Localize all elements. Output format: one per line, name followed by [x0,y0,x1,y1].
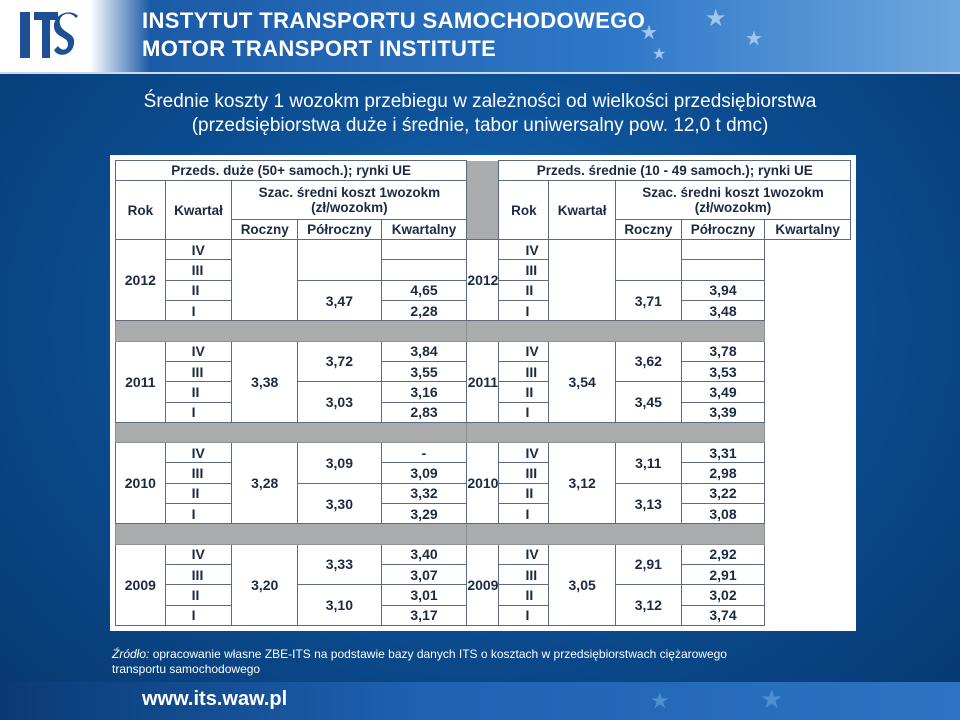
header-rok: Rok [499,181,549,240]
quarter-cell: II [499,585,549,605]
quarterly-cost-cell: - [381,443,467,463]
year-separator [467,321,765,341]
year-cell: 2009 [467,544,499,625]
header-kwartal: Kwartał [165,181,232,240]
quarterly-cost-cell: 3,29 [381,504,467,524]
quarterly-cost-cell: 3,08 [681,504,765,524]
quarterly-cost-cell [681,240,765,260]
header-kwartal: Kwartał [549,181,616,240]
header-cost: Szac. średni koszt 1wozokm (zł/wozokm) [615,181,850,220]
source-label: Źródło: [112,647,150,661]
source-text: opracowanie własne ZBE-ITS na podstawie bazy danych ITS o kosztach w przedsiębiorstwach ciężarowego [149,647,727,661]
quarter-cell: IV [165,544,232,564]
quarter-cell: I [499,402,549,422]
website-link[interactable]: www.its.waw.pl [142,688,288,710]
quarterly-cost-cell: 3,01 [381,585,467,605]
quarter-cell: II [499,382,549,402]
quarter-cell: IV [165,443,232,463]
year-separator [116,422,467,442]
quarterly-cost-cell: 3,31 [681,443,765,463]
year-separator [116,524,467,544]
quarterly-cost-cell: 3,74 [681,605,765,625]
year-cell: 2010 [116,443,166,524]
annual-cost-cell: 3,38 [232,341,298,422]
year-separator [467,524,765,544]
quarter-cell: IV [499,240,549,260]
quarter-cell: II [165,483,232,503]
quarter-cell: II [165,382,232,402]
quarterly-cost-cell: 2,91 [681,564,765,584]
quarterly-cost-cell: 3,09 [381,463,467,483]
star-icon: ★ [760,684,784,714]
cost-table [115,160,851,626]
quarterly-cost-cell: 3,16 [381,382,467,402]
half-year-cost-cell: 2,91 [615,544,681,585]
center-divider [467,161,499,240]
header-polroczny: Półroczny [681,219,765,239]
annual-cost-cell: 3,28 [232,443,298,524]
quarter-cell: II [165,585,232,605]
quarterly-cost-cell: 2,28 [381,301,467,321]
quarter-cell: I [499,504,549,524]
header-cost: Szac. średni koszt 1wozokm (zł/wozokm) [232,181,467,220]
quarterly-cost-cell: 3,78 [681,341,765,361]
quarter-cell: IV [499,544,549,564]
table-row [116,341,851,361]
star-icon: ★ [745,28,763,50]
star-icon: ★ [640,22,658,44]
quarterly-cost-cell: 4,65 [381,280,467,300]
annual-cost-cell: 3,05 [549,544,616,625]
quarterly-cost-cell [381,240,467,260]
star-icon: ★ [652,46,667,63]
table-row [116,443,851,463]
institute-name-pl: INSTYTUT TRANSPORTU SAMOCHODOWEGO [142,8,646,33]
year-cell: 2011 [467,341,499,422]
quarterly-cost-cell: 3,84 [381,341,467,361]
table-row [116,240,851,260]
cost-table-container [110,155,856,631]
quarterly-cost-cell: 3,48 [681,301,765,321]
half-year-cost-cell: 3,47 [298,280,382,321]
footer-bar [0,682,960,720]
quarter-cell: I [499,605,549,625]
quarter-cell: I [499,301,549,321]
year-cell: 2011 [116,341,166,422]
quarter-cell: IV [165,240,232,260]
half-year-cost-cell: 3,71 [615,280,681,321]
quarter-cell: I [165,402,232,422]
slide-title [0,90,960,138]
quarter-cell: IV [499,341,549,361]
title-line-1: Średnie koszty 1 wozokm przebiegu w zależności od wielkości przedsiębiorstwa [143,91,817,112]
half-year-cost-cell [298,240,382,281]
quarterly-cost-cell: 3,40 [381,544,467,564]
quarterly-cost-cell: 3,53 [681,361,765,381]
quarter-cell: II [165,280,232,300]
half-year-cost-cell: 3,72 [298,341,382,382]
quarter-cell: II [499,280,549,300]
quarter-cell: III [499,564,549,584]
half-year-cost-cell: 3,09 [298,443,382,484]
quarter-cell: III [165,260,232,280]
half-year-cost-cell: 3,13 [615,483,681,524]
quarter-cell: III [499,361,549,381]
quarterly-cost-cell: 3,02 [681,585,765,605]
half-year-cost-cell [615,240,681,281]
source-text-2: transportu samochodowego [112,662,261,676]
quarter-cell: IV [499,443,549,463]
quarter-cell: III [165,564,232,584]
year-separator [467,422,765,442]
quarterly-cost-cell: 3,49 [681,382,765,402]
right-table-title: Przeds. średnie (10 - 49 samoch.); rynki UE [499,161,851,181]
header-kwartalny: Kwartalny [381,219,467,239]
header-rok: Rok [116,181,166,240]
quarter-cell: III [499,463,549,483]
quarter-cell: III [165,361,232,381]
quarterly-cost-cell: 3,39 [681,402,765,422]
quarterly-cost-cell: 2,83 [381,402,467,422]
quarter-cell: IV [165,341,232,361]
header-banner [0,0,960,74]
annual-cost-cell: 3,54 [549,341,616,422]
annual-cost-cell: 3,12 [549,443,616,524]
table-row [116,544,851,564]
quarterly-cost-cell: 2,92 [681,544,765,564]
header-kwartalny: Kwartalny [765,219,851,239]
annual-cost-cell: 3,20 [232,544,298,625]
half-year-cost-cell: 3,33 [298,544,382,585]
half-year-cost-cell: 3,03 [298,382,382,423]
annual-cost-cell [232,240,298,321]
quarterly-cost-cell [681,260,765,280]
institute-name-en: MOTOR TRANSPORT INSTITUTE [142,36,497,61]
year-cell: 2009 [116,544,166,625]
quarterly-cost-cell: 3,55 [381,361,467,381]
half-year-cost-cell: 3,11 [615,443,681,484]
annual-cost-cell [549,240,616,321]
quarter-cell: II [499,483,549,503]
year-separator [116,321,467,341]
half-year-cost-cell: 3,10 [298,585,382,626]
half-year-cost-cell: 3,30 [298,483,382,524]
quarterly-cost-cell: 3,07 [381,564,467,584]
half-year-cost-cell: 3,12 [615,585,681,626]
quarter-cell: I [165,301,232,321]
title-line-2: (przedsiębiorstwa duże i średnie, tabor uniwersalny pow. 12,0 t dmc) [191,115,769,136]
quarter-cell: I [165,504,232,524]
header-roczny: Roczny [232,219,298,239]
star-icon: ★ [705,5,727,32]
year-cell: 2010 [467,443,499,524]
quarterly-cost-cell: 2,98 [681,463,765,483]
source-note [112,647,727,677]
star-icon: ★ [650,688,670,713]
half-year-cost-cell: 3,45 [615,382,681,423]
half-year-cost-cell: 3,62 [615,341,681,382]
header-polroczny: Półroczny [298,219,382,239]
quarter-cell: III [165,463,232,483]
its-logo [18,8,80,64]
header-roczny: Roczny [615,219,681,239]
year-cell: 2012 [116,240,166,321]
quarter-cell: I [165,605,232,625]
quarter-cell: III [499,260,549,280]
quarterly-cost-cell: 3,94 [681,280,765,300]
left-table-title: Przeds. duże (50+ samoch.); rynki UE [116,161,467,181]
quarterly-cost-cell [381,260,467,280]
quarterly-cost-cell: 3,22 [681,483,765,503]
quarterly-cost-cell: 3,32 [381,483,467,503]
quarterly-cost-cell: 3,17 [381,605,467,625]
year-cell: 2012 [467,240,499,321]
